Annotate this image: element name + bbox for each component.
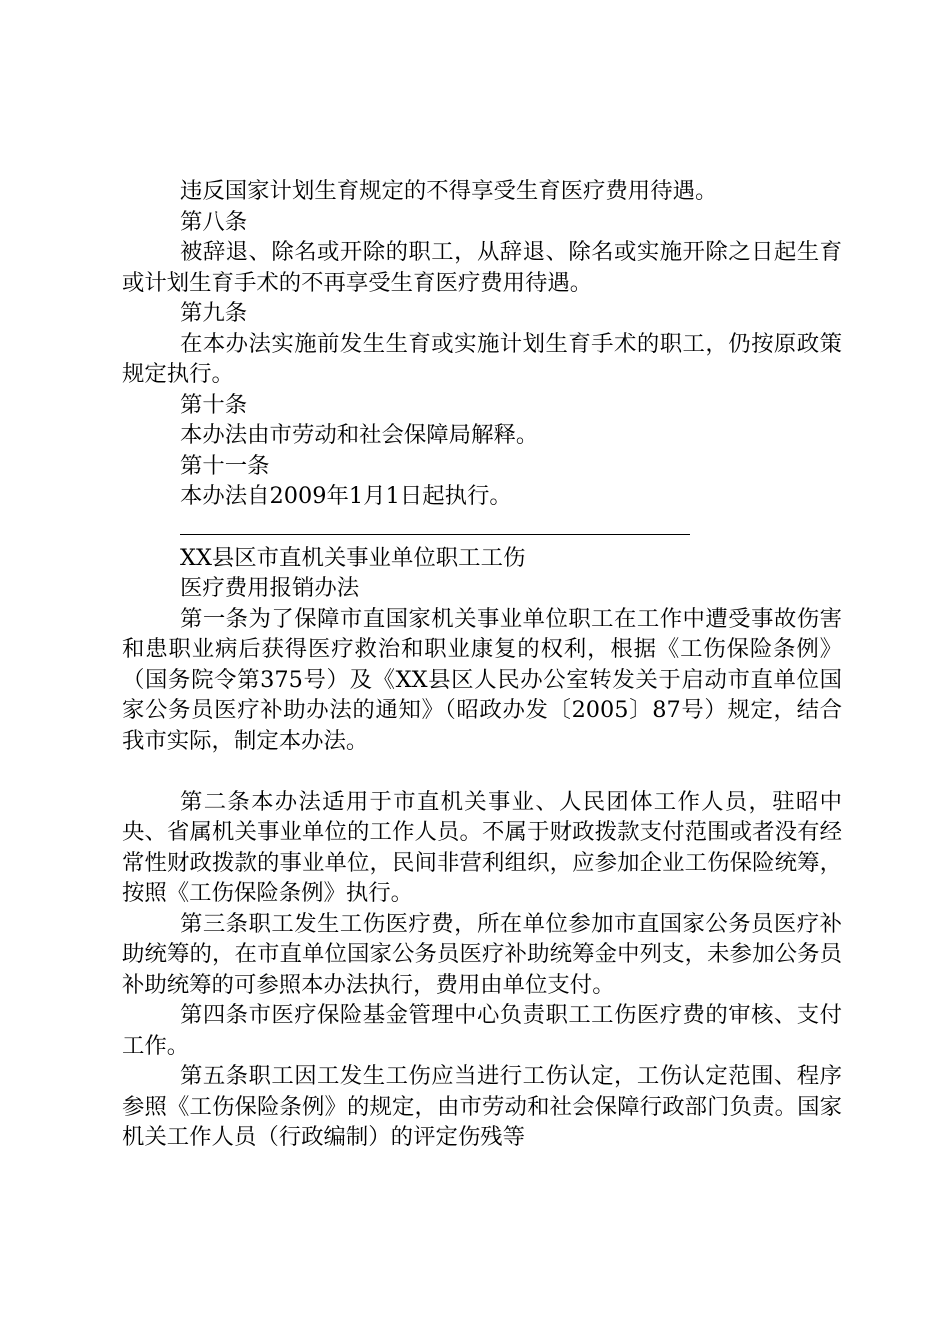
article-8-text: 被辞退、除名或开除的职工，从辞退、除名或实施开除之日起生育或计划生育手术的不再享受生育医疗费用待遇。 [122,239,842,296]
second-article-2: 第二条本办法适用于市直机关事业、人民团体工作人员，驻昭中央、省属机关事业单位的工作人员。不属于财政拨款支付范围或者没有经常性财政拨款的事业单位，民间非营利组织，应参加企业工伤保险统筹，按照《工伤保险条例》执行。 [122,788,842,906]
article-11-text: 本办法自2009年1月1日起执行。 [180,483,512,509]
document-body [122,176,842,1153]
article-8-heading: 第八条 [180,208,248,235]
second-article-5: 第五条职工因工发生工伤应当进行工伤认定，工伤认定范围、程序参照《工伤保险条例》的规定，由市劳动和社会保障行政部门负责。国家机关工作人员（行政编制）的评定伤残等 [122,1063,842,1150]
section-divider [180,534,690,535]
second-article-4: 第四条市医疗保险基金管理中心负责职工工伤医疗费的审核、支付工作。 [122,1002,842,1059]
second-document-title-line-1: XX县区市直机关事业单位职工工伤 [180,544,526,571]
paragraph-birth-control-rule: 违反国家计划生育规定的不得享受生育医疗费用待遇。 [180,178,718,204]
article-9-heading: 第九条 [180,300,248,326]
article-9-text: 在本办法实施前发生生育或实施计划生育手术的职工，仍按原政策规定执行。 [122,330,842,387]
article-11-heading: 第十一条 [180,452,270,479]
second-article-1: 第一条为了保障市直国家机关事业单位职工在工作中遭受事故伤害和患职业病后获得医疗救治和职业康复的权利，根据《工伤保险条例》（国务院令第375号）及《XX县区人民办公室转发关于启动市直单位国家公务员医疗补助办法的通知》（昭政办发〔2005〕87号）规定，结合我市实际，制定本办法。 [122,605,842,754]
second-document-title-line-2: 医疗费用报销办法 [180,575,360,601]
paragraph-gap [122,756,842,787]
article-10-heading: 第十条 [180,391,248,418]
article-10-text: 本办法由市劳动和社会保障局解释。 [180,422,539,448]
second-article-3: 第三条职工发生工伤医疗费，所在单位参加市直国家公务员医疗补助统筹的，在市直单位国家公务员医疗补助统筹金中列支，未参加公务员补助统筹的可参照本办法执行，费用由单位支付。 [122,910,842,998]
